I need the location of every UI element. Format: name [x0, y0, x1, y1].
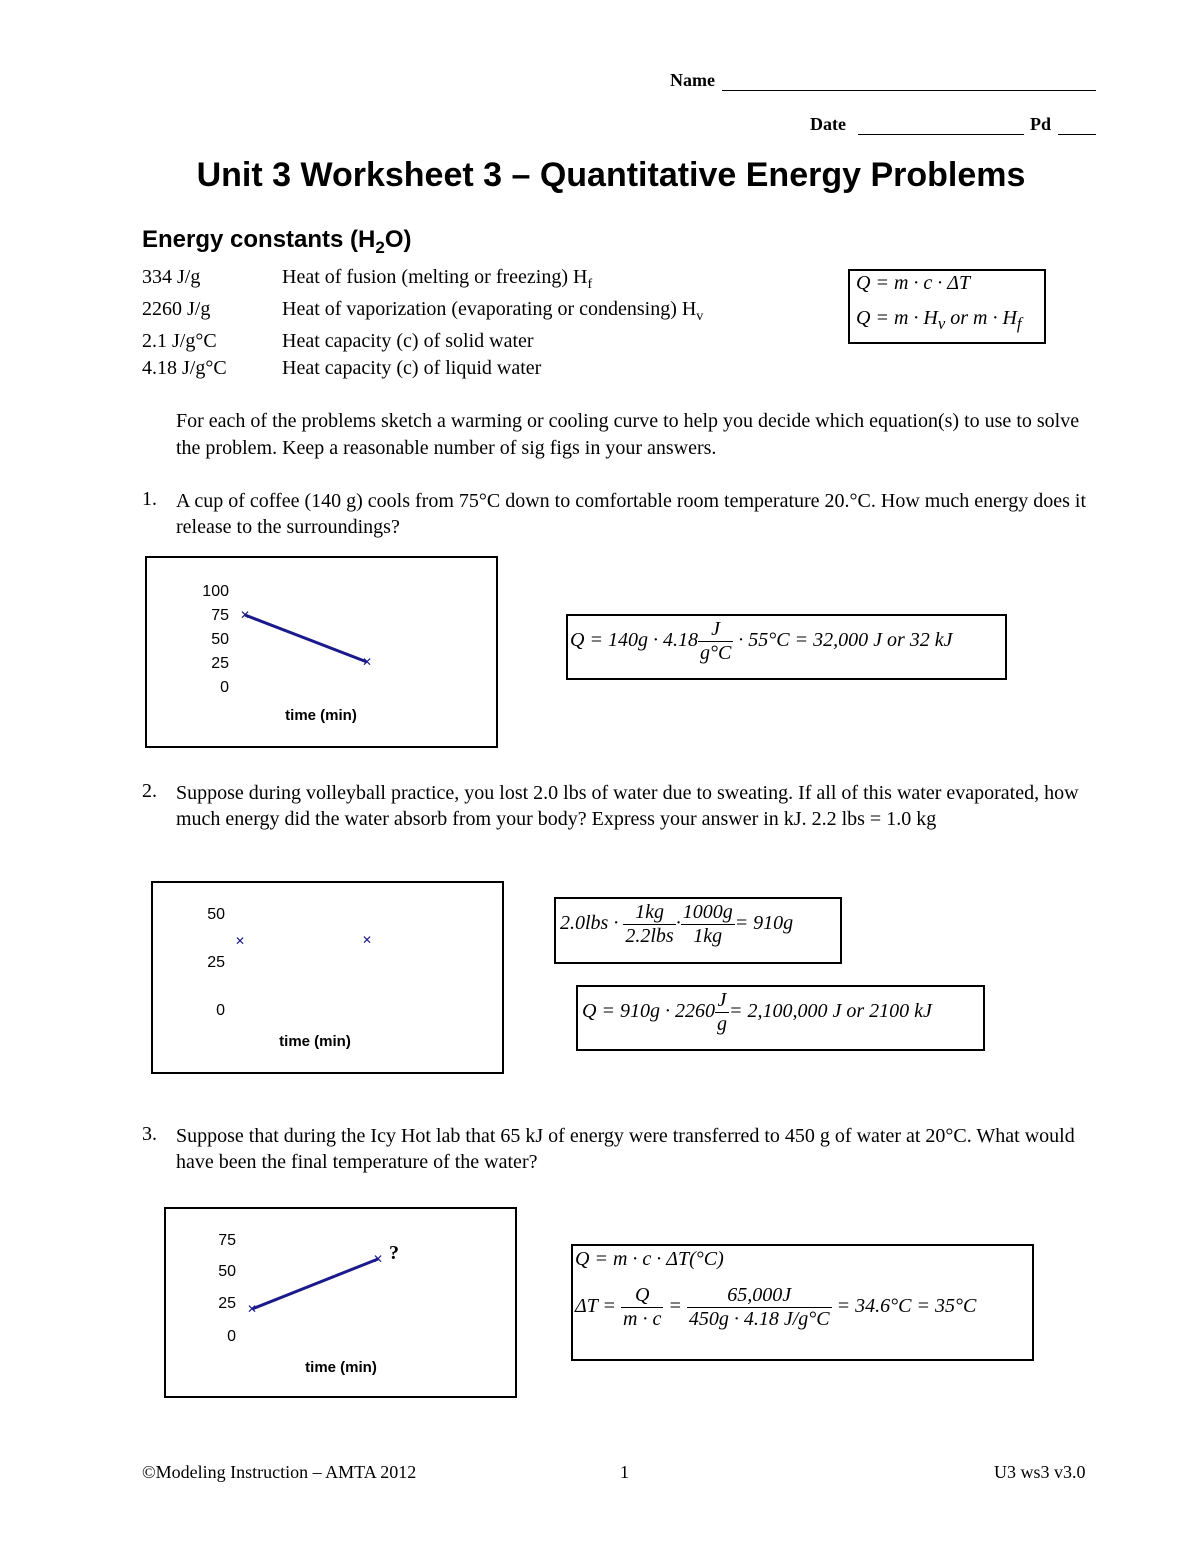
x-axis-label: time (min)	[305, 1359, 377, 1376]
period-field-line[interactable]	[1058, 134, 1096, 135]
date-field-line[interactable]	[858, 134, 1024, 135]
x-axis-label: time (min)	[279, 1033, 351, 1050]
fraction	[687, 1284, 832, 1331]
fraction-denominator: 1kg	[693, 925, 723, 947]
formula-phase-a-sub: v	[937, 314, 946, 333]
constant-description	[282, 298, 703, 325]
instructions-text: For each of the problems sketch a warming or cooling curve to help you decide which equation(s) to use to solve the problem. Keep a reasonable number of sig figs in your answers.	[176, 410, 1080, 459]
formula-phase-b-sub: f	[1016, 314, 1022, 333]
answer-rhs: = 910g	[734, 912, 794, 935]
fraction-denominator: g	[716, 1013, 727, 1035]
y-tick-label: 0	[216, 1002, 225, 1019]
answer-lhs: Q = 140g · 4.18	[570, 629, 698, 652]
y-tick-label: 100	[202, 583, 229, 600]
unknown-marker: ?	[389, 1242, 399, 1264]
constants-heading-sub: 2	[375, 237, 385, 257]
fraction-numerator: J	[698, 618, 733, 642]
answer-equation	[570, 618, 953, 665]
y-tick-label: 50	[207, 906, 225, 923]
answer-lhs: Q = 910g · 2260	[582, 1000, 715, 1023]
answer-equation	[582, 989, 932, 1036]
answer-rhs: = 2,100,000 J or 2100 kJ	[728, 1000, 932, 1023]
answer-box-q2-conversion	[554, 897, 842, 964]
y-tick-label: 25	[207, 954, 225, 971]
constant-desc-sub: f	[587, 277, 593, 292]
constant-desc-text: Heat of fusion (melting or freezing) H	[282, 266, 588, 288]
fraction	[623, 901, 675, 948]
footer-copyright: ©Modeling Instruction – AMTA 2012	[142, 1462, 417, 1482]
question-text: Suppose that during the Icy Hot lab that 65 kJ of energy were transferred to 450 g of water at 20°C. What would have been the final temperature of the water?	[176, 1125, 1075, 1173]
question-number: 1.	[142, 488, 157, 510]
fraction-numerator: 1000g	[682, 901, 733, 923]
data-point: ✕	[246, 1302, 258, 1316]
y-tick-label: 25	[211, 655, 229, 672]
fraction-numerator: 1kg	[623, 901, 675, 925]
fraction	[621, 1284, 663, 1331]
constants-heading	[142, 226, 412, 258]
answer-box-q1	[566, 614, 1007, 680]
answer-rhs: · 55°C = 32,000 J or 32 kJ	[733, 629, 953, 652]
question-text: Suppose during volleyball practice, you lost 2.0 lbs of water due to sweating. If all of this water evaporated, how much energy did the water absorb from your body? Express your answer in kJ. 2.2 lbs = 1.0 kg	[176, 782, 1079, 830]
fraction-denominator: m · c	[623, 1308, 662, 1330]
series-line	[252, 1259, 378, 1309]
constant-desc-text: Heat of vaporization (evaporating or condensing) H	[282, 298, 697, 320]
graph-svg	[147, 558, 496, 746]
constants-heading-text: Energy constants (H	[142, 226, 376, 253]
constant-value: 4.18 J/g°C	[142, 357, 227, 379]
answer-operator: =	[668, 1295, 682, 1318]
date-label: Date	[810, 114, 846, 134]
formula-phase-b: or m · H	[945, 307, 1017, 329]
question-number: 2.	[142, 780, 157, 802]
data-point: ✕	[234, 934, 246, 948]
graph-evaporation[interactable]	[151, 881, 504, 1074]
y-tick-label: 50	[218, 1263, 236, 1280]
answer-lhs: 2.0lbs ·	[560, 912, 619, 935]
question-number: 3.	[142, 1123, 157, 1145]
fraction-denominator: 450g · 4.18 J/g°C	[688, 1308, 830, 1330]
answer-equation	[560, 901, 793, 948]
fraction-numerator: 65,000J	[687, 1284, 832, 1308]
graph-svg	[166, 1209, 515, 1396]
fraction	[698, 618, 733, 665]
y-tick-label: 25	[218, 1295, 236, 1312]
y-tick-label: 0	[227, 1328, 236, 1345]
footer-version: U3 ws3 v3.0	[994, 1462, 1086, 1482]
fraction-denominator: g°C	[699, 642, 732, 664]
constant-description	[282, 266, 592, 293]
answer-lhs: ΔT =	[575, 1295, 616, 1318]
graph-warming-water[interactable]	[164, 1207, 517, 1398]
constant-value: 2260 J/g	[142, 298, 211, 320]
name-label: Name	[670, 70, 715, 90]
name-field-line[interactable]	[722, 90, 1096, 91]
constant-value: 334 J/g	[142, 266, 201, 288]
formula-box	[848, 269, 1046, 344]
constant-description: Heat capacity (c) of solid water	[282, 330, 534, 352]
constant-description: Heat capacity (c) of liquid water	[282, 357, 542, 379]
answer-box-q2-energy	[576, 985, 985, 1051]
period-label: Pd	[1030, 114, 1052, 134]
x-axis-label: time (min)	[285, 707, 357, 724]
question-text: A cup of coffee (140 g) cools from 75°C down to comfortable room temperature 20.°C. How much energy does it release to the surroundings?	[176, 490, 1087, 538]
fraction	[715, 989, 729, 1036]
y-tick-label: 75	[211, 607, 229, 624]
answer-equation-line2	[575, 1284, 976, 1331]
page-title: Unit 3 Worksheet 3 – Quantitative Energy Problems	[196, 156, 1026, 194]
graph-cooling-coffee[interactable]	[145, 556, 498, 748]
fraction-numerator: Q	[621, 1284, 663, 1308]
answer-equation-line1: Q = m · c · ΔT(°C)	[575, 1248, 724, 1270]
data-point: ✕	[361, 655, 373, 669]
data-point: ✕	[372, 1252, 384, 1266]
y-tick-label: 0	[220, 679, 229, 696]
fraction	[681, 901, 735, 948]
data-point: ✕	[239, 608, 251, 622]
answer-rhs: = 34.6°C = 35°C	[836, 1295, 977, 1318]
constants-heading-end: O)	[384, 226, 412, 253]
data-point: ✕	[361, 933, 373, 947]
graph-svg	[153, 883, 502, 1072]
fraction-numerator: J	[715, 989, 729, 1013]
fraction-denominator: 2.2lbs	[625, 925, 674, 947]
formula-phase-a: Q = m · H	[856, 307, 938, 329]
formula-phase-change	[856, 307, 1022, 334]
formula-heat-capacity: Q = m · c · ΔT	[856, 272, 971, 294]
footer-page-number: 1	[620, 1462, 629, 1482]
constant-desc-sub: v	[696, 309, 704, 324]
y-tick-label: 50	[211, 631, 229, 648]
y-tick-label: 75	[218, 1232, 236, 1249]
constant-value: 2.1 J/g°C	[142, 330, 217, 352]
series-line	[245, 615, 367, 662]
answer-box-q3	[571, 1244, 1034, 1361]
answer-operator: ·	[675, 912, 681, 935]
